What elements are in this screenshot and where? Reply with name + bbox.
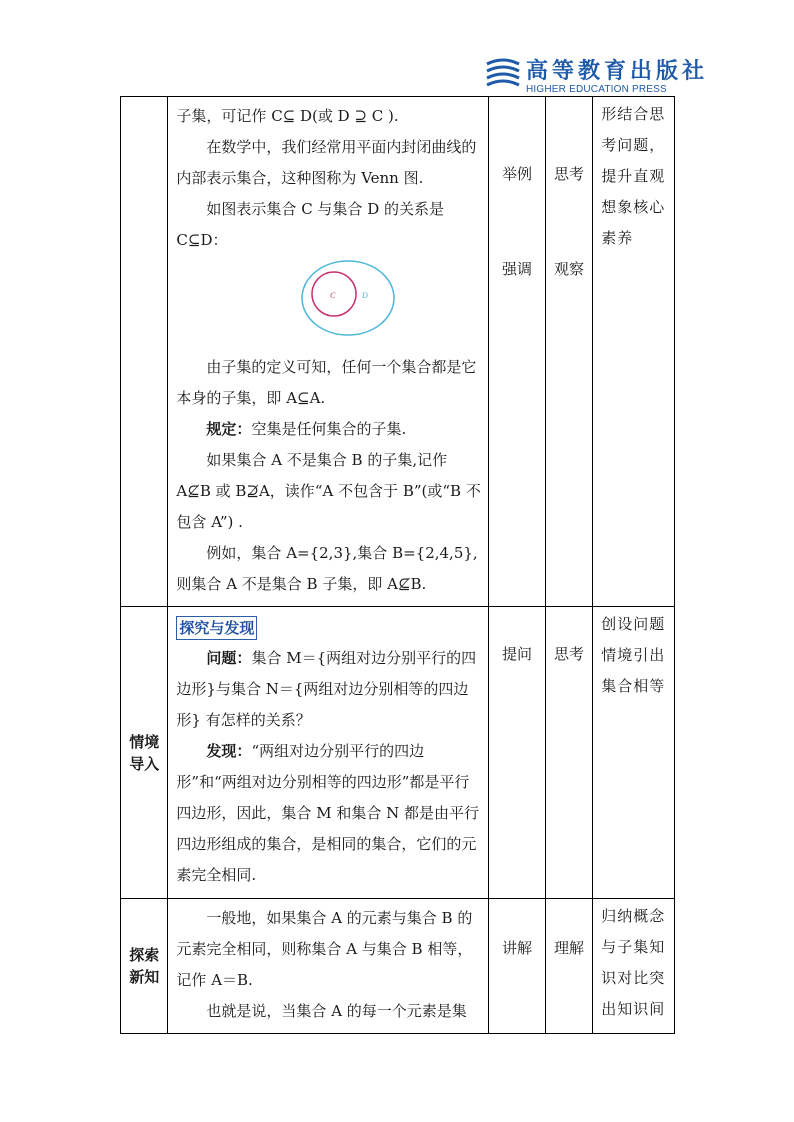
text-paragraph: 由子集的定义可知，任何一个集合都是它本身的子集，即 A⊆A. bbox=[176, 358, 477, 407]
text-paragraph: 在数学中，我们经常用平面内封闭曲线的内部表示集合，这种图称为 Venn 图. bbox=[176, 138, 477, 187]
design-intent-cell: 形结合思考问题，提升直观想象核心素养 bbox=[593, 97, 675, 607]
stage-cell bbox=[121, 607, 168, 899]
publisher-name-en: HIGHER EDUCATION PRESS bbox=[526, 84, 667, 95]
design-intent-cell: 创设问题情境引出集合相等 bbox=[593, 607, 675, 899]
text-paragraph: 如果集合 A 不是集合 B 的子集,记作 A⊈B 或 B⊉A，读作“A 不包含于 B”(或“B 不包含 A”) . bbox=[176, 451, 481, 531]
teacher-activity: 提问 bbox=[502, 645, 533, 663]
question-text: 集合 M＝{两组对边分别平行的四边形}与集合 N＝{两组对边分别相等的四边形} 有怎样的关系？ bbox=[176, 649, 477, 729]
stage-label: 情境导入 bbox=[129, 732, 160, 773]
text-paragraph: 一般地，如果集合 A 的元素与集合 B 的元素完全相同，则称集合 A 与集合 B 相等，记作 A＝B. bbox=[176, 909, 473, 989]
student-activity: 观察 bbox=[554, 260, 585, 278]
content-cell bbox=[168, 607, 489, 899]
text-paragraph bbox=[176, 736, 482, 891]
venn-outer-set bbox=[302, 261, 394, 335]
design-intent-cell: 归纳概念与子集知识对比突出知识间 bbox=[593, 899, 675, 1034]
student-activity: 思考 bbox=[554, 645, 585, 663]
rule-text: 空集是任何集合的子集. bbox=[251, 420, 407, 438]
table-row bbox=[121, 607, 675, 899]
teacher-activity: 强调 bbox=[502, 260, 533, 278]
text-paragraph: 也就是说，当集合 A 的每一个元素是集 bbox=[206, 1002, 467, 1020]
content-cell bbox=[168, 899, 489, 1034]
venn-diagram bbox=[176, 256, 482, 352]
teacher-activity: 举例 bbox=[502, 165, 533, 183]
student-activity: 理解 bbox=[554, 939, 585, 957]
text-paragraph bbox=[176, 643, 482, 736]
finding-label: 发现： bbox=[206, 742, 252, 760]
publisher-logo bbox=[484, 52, 709, 98]
student-activity: 思考 bbox=[554, 165, 585, 183]
text-paragraph bbox=[176, 414, 482, 445]
lesson-plan-table bbox=[120, 96, 675, 1034]
stage-label: 探索新知 bbox=[129, 946, 160, 986]
teacher-activity-cell bbox=[489, 607, 546, 899]
table-row bbox=[121, 97, 675, 607]
venn-label-c: C bbox=[330, 291, 336, 300]
teacher-activity-cell bbox=[489, 97, 546, 607]
teacher-activity: 讲解 bbox=[502, 939, 533, 957]
teacher-activity-cell bbox=[489, 899, 546, 1034]
student-activity-cell bbox=[545, 97, 592, 607]
publisher-emblem-icon bbox=[484, 54, 522, 92]
section-heading: 探究与发现 bbox=[176, 616, 257, 640]
finding-text: “两组对边分别平行的四边形”和“两组对边分别相等的四边形”都是平行四边形，因此，集合 M 和集合 N 都是由平行四边形组成的集合，是相同的集合，它们的元素完全相同. bbox=[176, 742, 479, 884]
text-paragraph: 子集，可记作 C⊆ D(或 D ⊇ C ). bbox=[176, 107, 399, 125]
stage-cell bbox=[121, 97, 168, 607]
text-paragraph: 如图表示集合 C 与集合 D 的关系是 C⊆D： bbox=[176, 200, 444, 249]
rule-label: 规定： bbox=[206, 420, 252, 438]
publisher-name-cn: 高等教育出版社 bbox=[526, 58, 709, 84]
text-paragraph: 例如，集合 A={2,3},集合 B={2,4,5},则集合 A 不是集合 B 子集，即 A⊈B. bbox=[176, 544, 478, 593]
question-label: 问题： bbox=[206, 649, 252, 667]
venn-label-d: D bbox=[362, 291, 369, 300]
student-activity-cell bbox=[545, 607, 592, 899]
student-activity-cell bbox=[545, 899, 592, 1034]
table-row bbox=[121, 899, 675, 1034]
text-paragraph bbox=[176, 615, 482, 641]
content-cell bbox=[168, 97, 489, 607]
stage-cell bbox=[121, 899, 168, 1034]
